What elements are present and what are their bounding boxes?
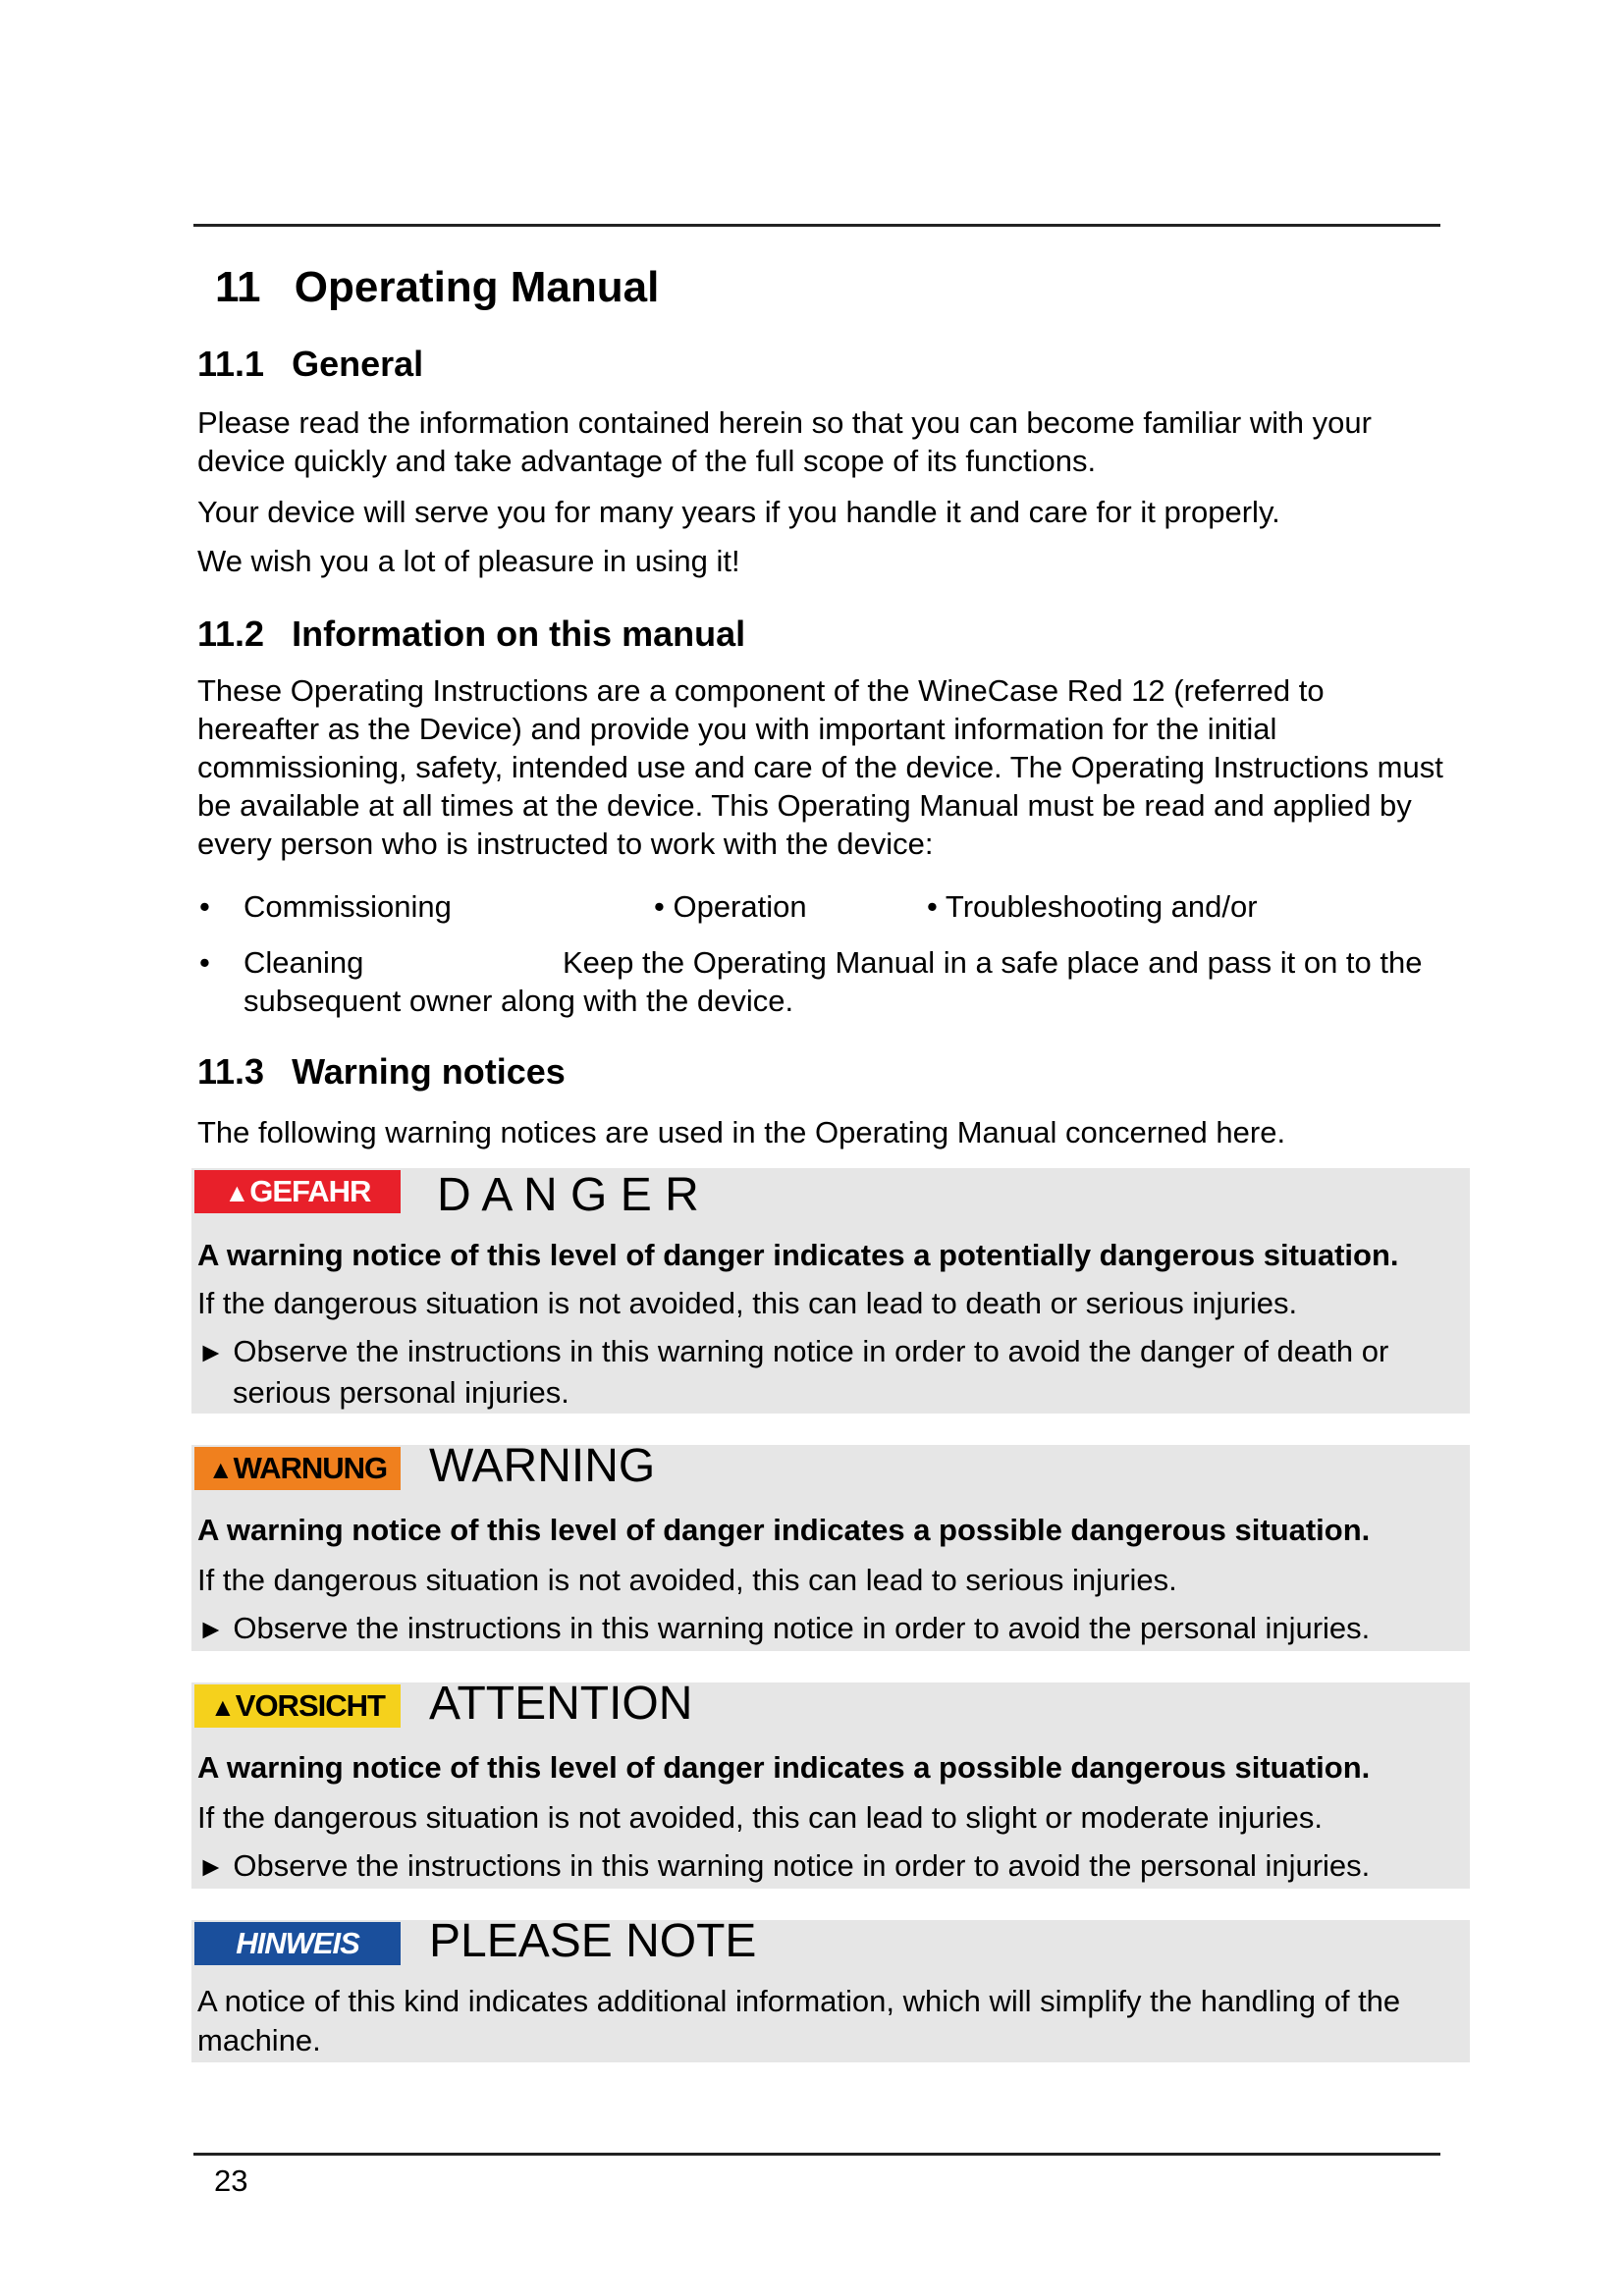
- general-paragraph-3: We wish you a lot of pleasure in using it!: [197, 544, 740, 578]
- info-paragraph: [197, 671, 1443, 863]
- text-line: be available at all times at the device. This Operating Manual must be read and applied by: [197, 788, 1412, 823]
- danger-instruction-line-2: serious personal injuries.: [233, 1375, 569, 1410]
- arrow-icon: ►: [197, 1614, 225, 1644]
- text-line: These Operating Instructions are a component of the WineCase Red 12 (referred to: [197, 673, 1325, 708]
- text-line: device quickly and take advantage of the full scope of its functions.: [197, 444, 1097, 478]
- warnings-intro: The following warning notices are used in the Operating Manual concerned here.: [197, 1115, 1286, 1149]
- signal-word: WARNUNG: [233, 1451, 388, 1485]
- keep-manual-line-2: subsequent owner along with the device.: [244, 984, 794, 1018]
- danger-title: D A N G E R: [437, 1169, 699, 1221]
- warning-triangle-icon: ▲: [224, 1178, 249, 1207]
- arrow-icon: ►: [197, 1851, 225, 1882]
- arrow-icon: ►: [197, 1337, 225, 1367]
- signal-word: HINWEIS: [236, 1926, 359, 1960]
- instruction-line-1: Observe the instructions in this warning notice in order to avoid the danger of death or: [233, 1334, 1389, 1368]
- keep-manual-line-1: Keep the Operating Manual in a safe place and pass it on to the: [563, 945, 1423, 980]
- subsection-number: 11.1: [197, 344, 265, 384]
- bullet-icon: •: [199, 945, 210, 980]
- list-item-cleaning: Cleaning: [244, 945, 364, 980]
- signal-word: GEFAHR: [249, 1174, 371, 1208]
- note-text-line-1: A notice of this kind indicates additional information, which will simplify the handling of the: [197, 1984, 1401, 2018]
- section-heading: [215, 263, 659, 312]
- note-title: PLEASE NOTE: [429, 1915, 757, 1967]
- signal-word: VORSICHT: [235, 1688, 385, 1723]
- danger-signal-label: [194, 1170, 401, 1213]
- subsection-heading-info: [197, 614, 745, 655]
- section-title: Operating Manual: [294, 263, 660, 311]
- text-line: Please read the information contained herein so that you can become familiar with your: [197, 405, 1372, 440]
- danger-notice-box: [191, 1168, 1470, 1414]
- instruction-line: Observe the instructions in this warning notice in order to avoid the personal injuries.: [233, 1611, 1371, 1645]
- note-signal-label: [194, 1922, 401, 1965]
- warning-triangle-icon: ▲: [210, 1692, 235, 1722]
- attention-text: If the dangerous situation is not avoided, this can lead to slight or moderate injuries.: [197, 1800, 1323, 1835]
- general-paragraph-1: [197, 403, 1372, 480]
- subsection-title: Information on this manual: [292, 614, 746, 654]
- subsection-title: Warning notices: [292, 1051, 566, 1092]
- header-rule: [193, 224, 1440, 227]
- list-item-commissioning: Commissioning: [244, 889, 452, 924]
- note-text-line-2: machine.: [197, 2023, 321, 2057]
- section-number: 11: [215, 263, 261, 311]
- warning-notice-box: [191, 1440, 1470, 1651]
- text-line: every person who is instructed to work with the device:: [197, 827, 934, 861]
- page-number: 23: [214, 2163, 248, 2198]
- warning-instruction: [197, 1608, 1370, 1649]
- warning-text: If the dangerous situation is not avoided, this can lead to serious injuries.: [197, 1563, 1177, 1597]
- subsection-number: 11.2: [197, 614, 265, 654]
- list-item-operation: • Operation: [654, 889, 807, 924]
- bullet-icon: •: [199, 889, 210, 924]
- warning-signal-label: [194, 1447, 401, 1490]
- warning-title: WARNING: [429, 1440, 656, 1492]
- danger-bold-text: A warning notice of this level of danger indicates a potentially dangerous situation.: [197, 1238, 1399, 1272]
- list-item-troubleshooting: • Troubleshooting and/or: [927, 889, 1258, 924]
- subsection-heading-general: [197, 344, 423, 385]
- note-notice-box: [191, 1915, 1470, 2062]
- text-line: commissioning, safety, intended use and care of the device. The Operating Instructions must: [197, 750, 1443, 784]
- footer-rule: [193, 2153, 1440, 2156]
- instruction-line: Observe the instructions in this warning notice in order to avoid the personal injuries.: [233, 1848, 1371, 1883]
- subsection-heading-warnings: [197, 1051, 566, 1093]
- attention-instruction: [197, 1845, 1370, 1887]
- warning-triangle-icon: ▲: [207, 1455, 233, 1484]
- danger-instruction: [197, 1331, 1388, 1372]
- subsection-number: 11.3: [197, 1051, 265, 1092]
- general-paragraph-2: Your device will serve you for many years if you handle it and care for it properly.: [197, 495, 1280, 529]
- attention-notice-box: [191, 1678, 1470, 1889]
- attention-signal-label: [194, 1684, 401, 1728]
- attention-title: ATTENTION: [429, 1678, 693, 1730]
- text-line: hereafter as the Device) and provide you with important information for the initial: [197, 712, 1277, 746]
- danger-text: If the dangerous situation is not avoided, this can lead to death or serious injuries.: [197, 1286, 1298, 1320]
- attention-bold-text: A warning notice of this level of danger indicates a possible dangerous situation.: [197, 1750, 1371, 1785]
- subsection-title: General: [292, 344, 424, 384]
- warning-bold-text: A warning notice of this level of danger indicates a possible dangerous situation.: [197, 1513, 1371, 1547]
